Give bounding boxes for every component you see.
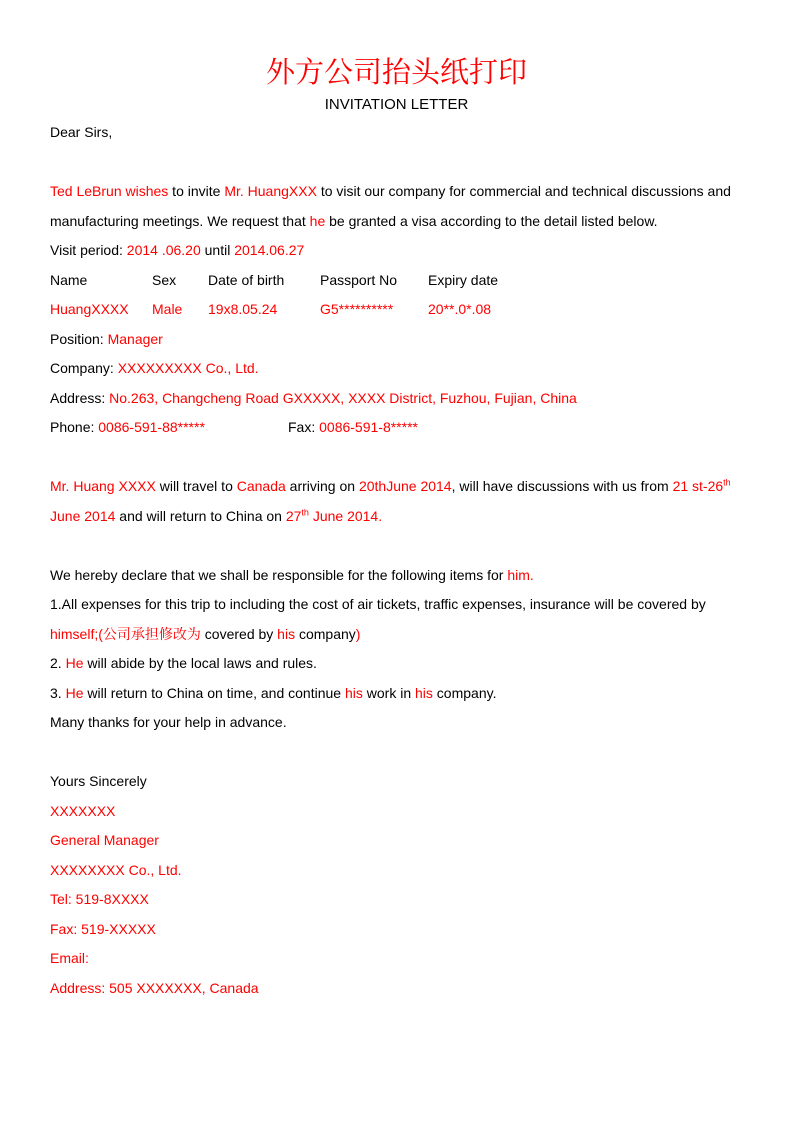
text-segment: Address: bbox=[50, 389, 110, 406]
declaration-line bbox=[50, 561, 743, 591]
signature-name-line bbox=[50, 797, 743, 827]
col-value-passport bbox=[320, 295, 428, 325]
text-segment: th bbox=[723, 477, 731, 488]
text-segment: Yours Sincerely bbox=[50, 773, 147, 789]
text-segment: 2. bbox=[50, 655, 66, 671]
text-segment: General Manager bbox=[50, 832, 159, 848]
text-segment: Email: bbox=[50, 950, 89, 966]
fax-line bbox=[50, 915, 743, 945]
col-value-name bbox=[50, 295, 152, 325]
text-segment: He bbox=[65, 655, 84, 671]
text-segment: Sex bbox=[152, 271, 177, 288]
text-segment: He bbox=[65, 684, 84, 701]
text-segment: 21 st-26 bbox=[672, 478, 724, 494]
text-segment: 0086-591-8***** bbox=[319, 419, 418, 435]
page-subtitle: INVITATION LETTER bbox=[324, 96, 469, 113]
text-segment: him. bbox=[507, 566, 534, 583]
phone-fax-line bbox=[50, 413, 743, 443]
page-title: 外方公司抬头纸打印 bbox=[265, 55, 527, 89]
col-value-expiry bbox=[428, 295, 491, 325]
text-segment: XXXXXXXX Co., Ltd. bbox=[50, 861, 182, 878]
text-segment: , will have discussions with us from bbox=[451, 478, 673, 494]
text-segment: until bbox=[200, 242, 235, 258]
company-line bbox=[50, 354, 743, 384]
fax-cell bbox=[288, 413, 418, 443]
col-header-dob bbox=[208, 266, 320, 296]
text-segment: 20thJune 2014 bbox=[358, 478, 452, 494]
text-segment: 2014.06.27 bbox=[234, 242, 305, 258]
col-value-dob bbox=[208, 295, 320, 325]
thanks-line bbox=[50, 708, 743, 738]
text-segment: Many thanks for your help in advance. bbox=[50, 714, 287, 730]
text-segment: 20**.0*.08 bbox=[428, 301, 492, 317]
text-segment: June 2014. bbox=[308, 507, 383, 524]
text-segment: himself;(公司承担修改为 bbox=[50, 625, 201, 642]
text-segment: Fax: bbox=[288, 419, 320, 435]
text-segment: Fax: 519-XXXXX bbox=[50, 920, 156, 937]
text-segment: Position: bbox=[50, 330, 108, 347]
address-line bbox=[50, 384, 743, 414]
text-segment: XXXXXXXXX Co., Ltd. bbox=[117, 360, 259, 376]
text-segment: will abide by the local laws and rules. bbox=[83, 655, 317, 671]
text-segment: company. bbox=[432, 684, 497, 701]
text-segment: company bbox=[295, 625, 356, 642]
text-segment: Passport No bbox=[320, 271, 398, 288]
text-segment: G5********** bbox=[320, 301, 394, 317]
text-segment: Company: bbox=[50, 360, 118, 376]
text-segment: Expiry date bbox=[428, 271, 499, 288]
salutation-line bbox=[50, 118, 743, 148]
closing-line bbox=[50, 767, 743, 797]
text-segment: Phone: bbox=[50, 419, 99, 435]
signature-company-line bbox=[50, 856, 743, 886]
text-segment: to visit our company for commercial and technical discussions and manufacturing meetings. We request that bbox=[50, 183, 735, 229]
table-value-row bbox=[50, 295, 743, 325]
item-1-line bbox=[50, 590, 743, 649]
col-header-name bbox=[50, 266, 152, 296]
col-header-passport bbox=[320, 266, 428, 296]
text-segment: Address: 505 XXXXXXX, Canada bbox=[50, 979, 259, 996]
text-segment: arriving on bbox=[285, 478, 359, 494]
table-header-row bbox=[50, 266, 743, 296]
text-segment: th bbox=[301, 506, 309, 517]
text-segment: his bbox=[277, 625, 296, 642]
blank-line bbox=[50, 443, 743, 473]
text-segment: Male bbox=[152, 301, 183, 317]
text-segment: HuangXXXX bbox=[50, 301, 129, 317]
text-segment: 3. bbox=[50, 684, 66, 701]
text-segment: Manager bbox=[107, 330, 163, 347]
intro-paragraph bbox=[50, 177, 743, 236]
text-segment: ) bbox=[355, 625, 361, 642]
signature-address-line bbox=[50, 974, 743, 1004]
text-segment: Visit period: bbox=[50, 242, 127, 258]
text-segment: Mr. Huang XXXX bbox=[50, 478, 156, 494]
blank-line bbox=[50, 738, 743, 768]
phone-cell bbox=[50, 413, 288, 443]
text-segment: work in bbox=[362, 684, 415, 701]
col-header-expiry bbox=[428, 266, 498, 296]
document-body bbox=[50, 118, 743, 1003]
text-segment: be granted a visa according to the detail listed below. bbox=[325, 212, 658, 229]
text-segment: 0086-591-88***** bbox=[98, 419, 205, 435]
text-segment: Canada bbox=[236, 478, 286, 494]
col-value-sex bbox=[152, 295, 208, 325]
text-segment: 1.All expenses for this trip to including the cost of air tickets, traffic expenses, insurance will be covered by bbox=[50, 596, 710, 612]
text-segment: We hereby declare that we shall be responsible for the following items for bbox=[50, 566, 508, 583]
text-segment: his bbox=[415, 684, 433, 701]
text-segment: Name bbox=[50, 271, 88, 288]
position-line bbox=[50, 325, 743, 355]
text-segment: Dear Sirs, bbox=[50, 124, 113, 140]
text-segment: Tel: 519-8XXXX bbox=[50, 891, 149, 907]
text-segment: Date of birth bbox=[208, 271, 285, 288]
text-segment: Ted LeBrun wishes bbox=[50, 183, 169, 199]
travel-paragraph bbox=[50, 472, 743, 531]
text-segment: 2014 .06.20 bbox=[126, 242, 201, 258]
text-segment: 27 bbox=[285, 507, 302, 524]
tel-line bbox=[50, 885, 743, 915]
signature-title-line bbox=[50, 826, 743, 856]
email-line bbox=[50, 944, 743, 974]
text-segment: he bbox=[309, 212, 326, 229]
text-segment: Mr. HuangXXX bbox=[224, 183, 317, 199]
col-header-sex bbox=[152, 266, 208, 296]
text-segment: June 2014 bbox=[50, 478, 735, 524]
text-segment: and will return to China on bbox=[115, 507, 286, 524]
blank-line bbox=[50, 531, 743, 561]
blank-line bbox=[50, 148, 743, 178]
text-segment: covered by bbox=[200, 625, 278, 642]
item-3-line bbox=[50, 679, 743, 709]
text-segment: 19x8.05.24 bbox=[208, 301, 278, 317]
text-segment: to invite bbox=[168, 183, 225, 199]
text-segment: No.263, Changcheng Road GXXXXX, XXXX District, Fuzhou, Fujian, China bbox=[109, 389, 577, 406]
text-segment: will travel to bbox=[155, 478, 237, 494]
text-segment: XXXXXXX bbox=[50, 802, 116, 819]
text-segment: will return to China on time, and continue bbox=[83, 684, 345, 701]
item-2-line bbox=[50, 649, 743, 679]
text-segment: his bbox=[344, 684, 363, 701]
visit-period-line bbox=[50, 236, 743, 266]
